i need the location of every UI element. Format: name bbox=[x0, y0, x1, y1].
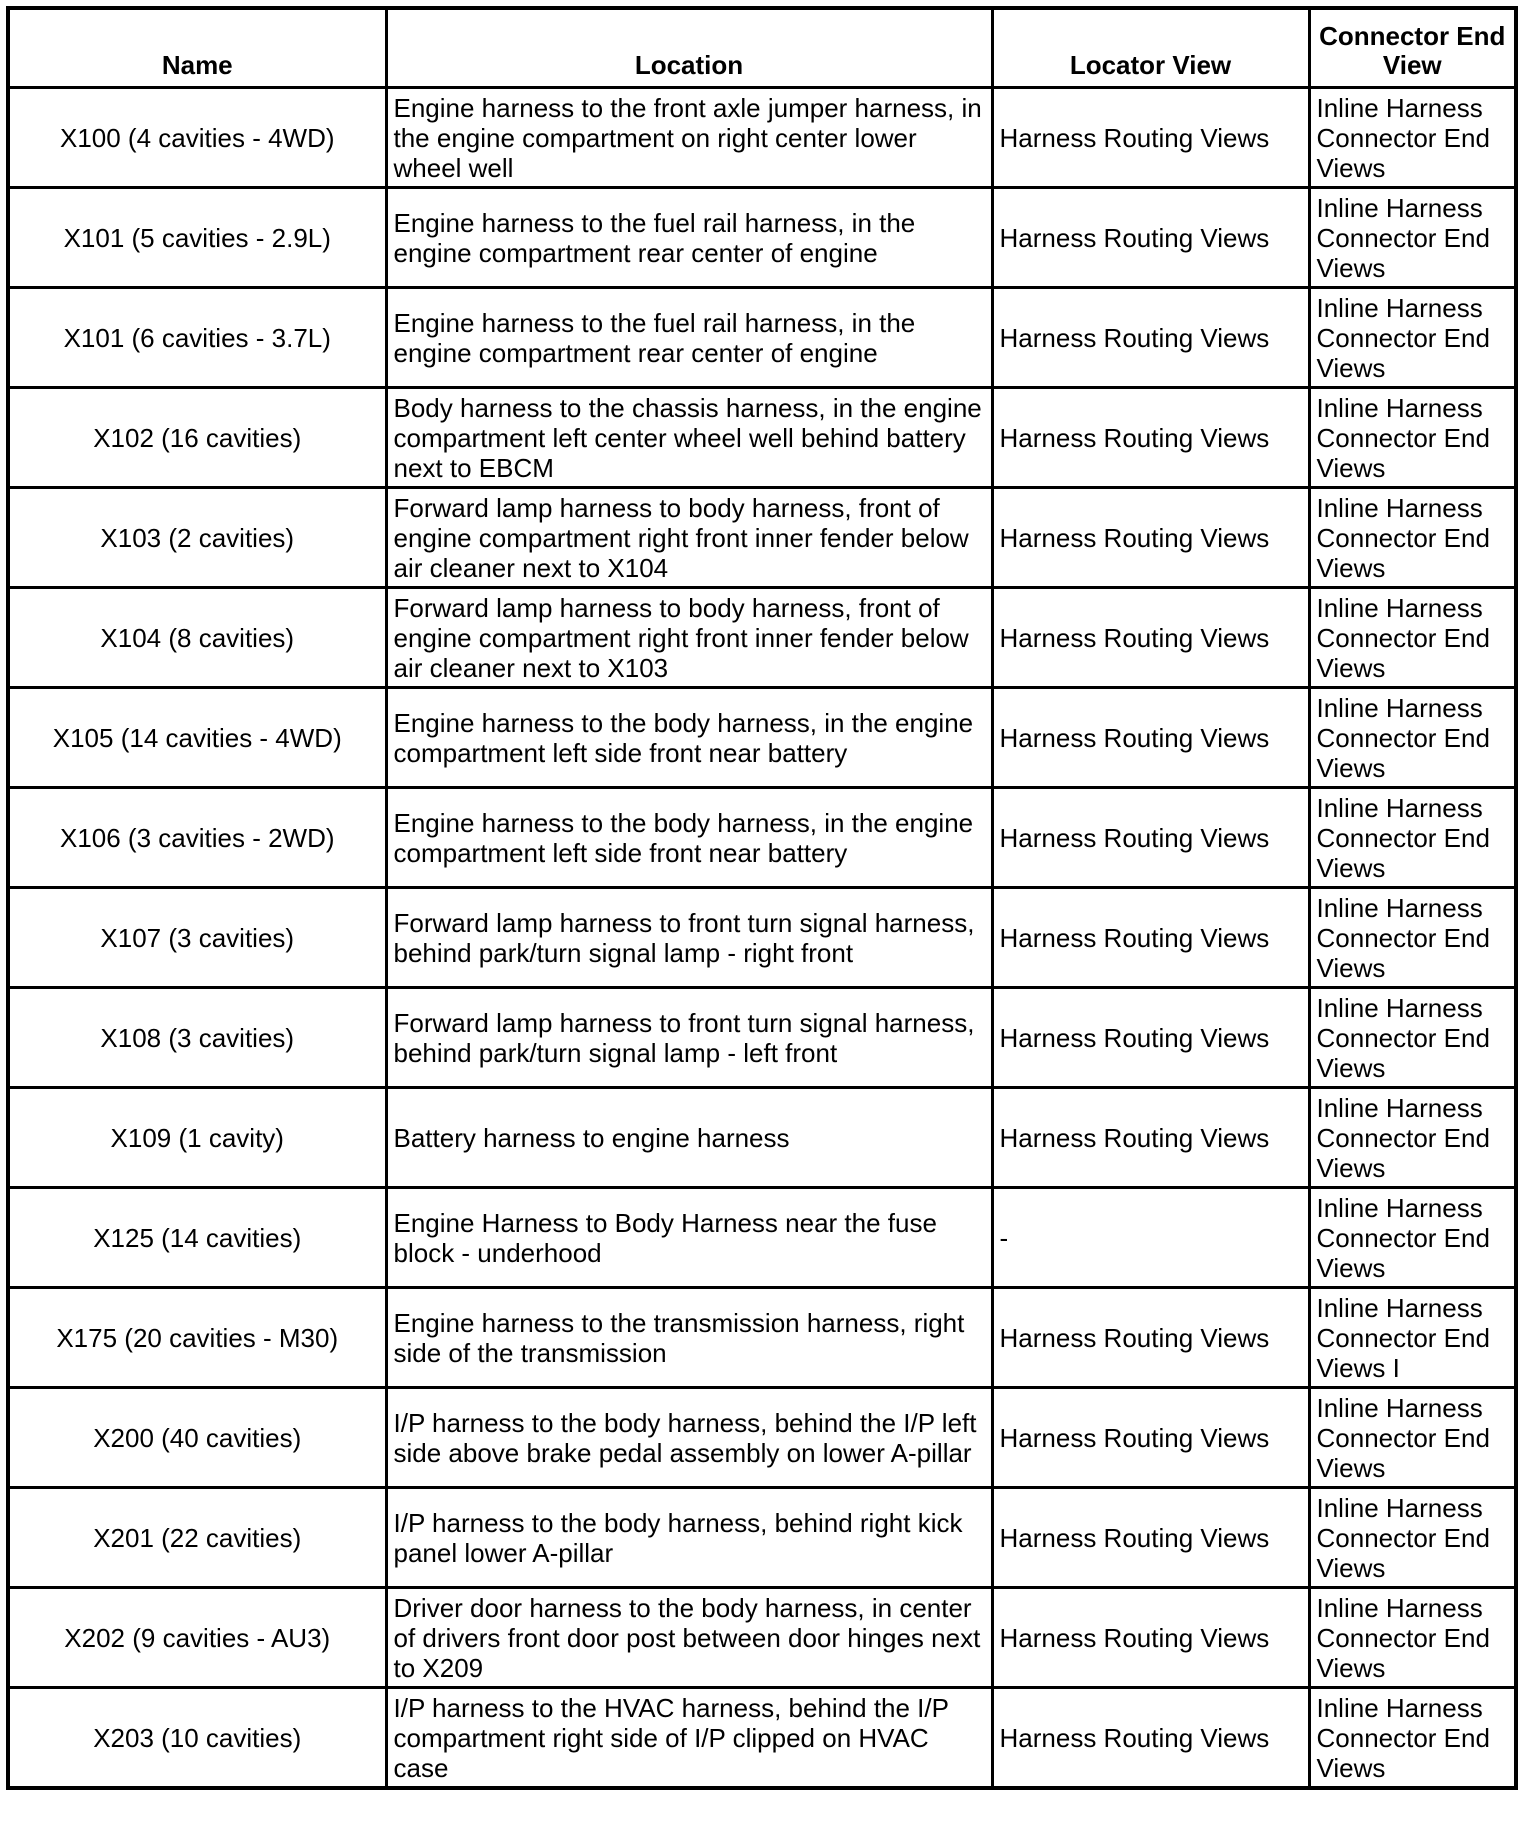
cell-location: Forward lamp harness to front turn signal harness, behind park/turn signal lamp - right front bbox=[386, 888, 992, 988]
table-row bbox=[8, 288, 1516, 388]
cell-connector-end-view: Inline Harness Connector End Views bbox=[1309, 1188, 1516, 1288]
cell-name: X200 (40 cavities) bbox=[8, 1388, 386, 1488]
cell-locator-view: Harness Routing Views bbox=[992, 688, 1309, 788]
table-row bbox=[8, 988, 1516, 1088]
header-location: Location bbox=[386, 8, 992, 88]
cell-locator-view: Harness Routing Views bbox=[992, 1688, 1309, 1789]
cell-connector-end-view: Inline Harness Connector End Views bbox=[1309, 888, 1516, 988]
cell-name: X201 (22 cavities) bbox=[8, 1488, 386, 1588]
cell-locator-view: Harness Routing Views bbox=[992, 988, 1309, 1088]
cell-name: X103 (2 cavities) bbox=[8, 488, 386, 588]
cell-location: Engine harness to the fuel rail harness, in the engine compartment rear center of engine bbox=[386, 288, 992, 388]
cell-name: X101 (5 cavities - 2.9L) bbox=[8, 188, 386, 288]
cell-location: I/P harness to the body harness, behind right kick panel lower A-pillar bbox=[386, 1488, 992, 1588]
cell-location: Forward lamp harness to body harness, front of engine compartment right front inner fender below air cleaner next to X104 bbox=[386, 488, 992, 588]
cell-connector-end-view: Inline Harness Connector End Views bbox=[1309, 1488, 1516, 1588]
table-row bbox=[8, 1488, 1516, 1588]
table-row bbox=[8, 1188, 1516, 1288]
table-row bbox=[8, 1088, 1516, 1188]
cell-locator-view: Harness Routing Views bbox=[992, 188, 1309, 288]
cell-connector-end-view: Inline Harness Connector End Views bbox=[1309, 1388, 1516, 1488]
cell-name: X101 (6 cavities - 3.7L) bbox=[8, 288, 386, 388]
cell-name: X203 (10 cavities) bbox=[8, 1688, 386, 1789]
table-row bbox=[8, 688, 1516, 788]
cell-location: Engine harness to the front axle jumper harness, in the engine compartment on right center lower wheel well bbox=[386, 88, 992, 188]
cell-name: X175 (20 cavities - M30) bbox=[8, 1288, 386, 1388]
table-row bbox=[8, 1388, 1516, 1488]
cell-locator-view: Harness Routing Views bbox=[992, 288, 1309, 388]
cell-location: I/P harness to the body harness, behind the I/P left side above brake pedal assembly on lower A-pillar bbox=[386, 1388, 992, 1488]
cell-locator-view: Harness Routing Views bbox=[992, 1288, 1309, 1388]
cell-location: Forward lamp harness to front turn signal harness, behind park/turn signal lamp - left front bbox=[386, 988, 992, 1088]
cell-name: X104 (8 cavities) bbox=[8, 588, 386, 688]
cell-connector-end-view: Inline Harness Connector End Views bbox=[1309, 388, 1516, 488]
cell-location: Engine harness to the fuel rail harness, in the engine compartment rear center of engine bbox=[386, 188, 992, 288]
connector-table bbox=[6, 6, 1518, 1790]
cell-locator-view: - bbox=[992, 1188, 1309, 1288]
table-row bbox=[8, 788, 1516, 888]
cell-connector-end-view: Inline Harness Connector End Views I bbox=[1309, 1288, 1516, 1388]
cell-connector-end-view: Inline Harness Connector End Views bbox=[1309, 88, 1516, 188]
cell-locator-view: Harness Routing Views bbox=[992, 488, 1309, 588]
cell-location: Driver door harness to the body harness, in center of drivers front door post between door hinges next to X209 bbox=[386, 1588, 992, 1688]
cell-connector-end-view: Inline Harness Connector End Views bbox=[1309, 1088, 1516, 1188]
cell-name: X102 (16 cavities) bbox=[8, 388, 386, 488]
cell-locator-view: Harness Routing Views bbox=[992, 388, 1309, 488]
table-row bbox=[8, 1288, 1516, 1388]
cell-locator-view: Harness Routing Views bbox=[992, 1088, 1309, 1188]
cell-name: X107 (3 cavities) bbox=[8, 888, 386, 988]
cell-location: Engine harness to the transmission harness, right side of the transmission bbox=[386, 1288, 992, 1388]
cell-connector-end-view: Inline Harness Connector End Views bbox=[1309, 288, 1516, 388]
cell-locator-view: Harness Routing Views bbox=[992, 1488, 1309, 1588]
cell-location: Engine harness to the body harness, in the engine compartment left side front near battery bbox=[386, 688, 992, 788]
cell-name: X106 (3 cavities - 2WD) bbox=[8, 788, 386, 888]
table-row bbox=[8, 388, 1516, 488]
cell-connector-end-view: Inline Harness Connector End Views bbox=[1309, 688, 1516, 788]
cell-locator-view: Harness Routing Views bbox=[992, 888, 1309, 988]
table-row bbox=[8, 888, 1516, 988]
header-connector-end-view: Connector End View bbox=[1309, 8, 1516, 88]
cell-connector-end-view: Inline Harness Connector End Views bbox=[1309, 588, 1516, 688]
cell-name: X202 (9 cavities - AU3) bbox=[8, 1588, 386, 1688]
cell-name: X100 (4 cavities - 4WD) bbox=[8, 88, 386, 188]
cell-name: X105 (14 cavities - 4WD) bbox=[8, 688, 386, 788]
cell-connector-end-view: Inline Harness Connector End Views bbox=[1309, 788, 1516, 888]
cell-location: I/P harness to the HVAC harness, behind the I/P compartment right side of I/P clipped on HVAC case bbox=[386, 1688, 992, 1789]
cell-name: X109 (1 cavity) bbox=[8, 1088, 386, 1188]
cell-connector-end-view: Inline Harness Connector End Views bbox=[1309, 188, 1516, 288]
table-row bbox=[8, 1588, 1516, 1688]
table-row bbox=[8, 88, 1516, 188]
table-row bbox=[8, 488, 1516, 588]
cell-location: Body harness to the chassis harness, in the engine compartment left center wheel well behind battery next to EBCM bbox=[386, 388, 992, 488]
cell-name: X125 (14 cavities) bbox=[8, 1188, 386, 1288]
table-row bbox=[8, 588, 1516, 688]
cell-connector-end-view: Inline Harness Connector End Views bbox=[1309, 1588, 1516, 1688]
cell-location: Engine Harness to Body Harness near the fuse block - underhood bbox=[386, 1188, 992, 1288]
cell-name: X108 (3 cavities) bbox=[8, 988, 386, 1088]
cell-location: Engine harness to the body harness, in the engine compartment left side front near battery bbox=[386, 788, 992, 888]
header-name: Name bbox=[8, 8, 386, 88]
cell-locator-view: Harness Routing Views bbox=[992, 88, 1309, 188]
cell-locator-view: Harness Routing Views bbox=[992, 788, 1309, 888]
header-row bbox=[8, 8, 1516, 88]
cell-locator-view: Harness Routing Views bbox=[992, 1388, 1309, 1488]
cell-connector-end-view: Inline Harness Connector End Views bbox=[1309, 988, 1516, 1088]
cell-location: Battery harness to engine harness bbox=[386, 1088, 992, 1188]
header-locator-view: Locator View bbox=[992, 8, 1309, 88]
cell-locator-view: Harness Routing Views bbox=[992, 1588, 1309, 1688]
cell-location: Forward lamp harness to body harness, front of engine compartment right front inner fender below air cleaner next to X103 bbox=[386, 588, 992, 688]
cell-connector-end-view: Inline Harness Connector End Views bbox=[1309, 1688, 1516, 1789]
table-row bbox=[8, 188, 1516, 288]
cell-locator-view: Harness Routing Views bbox=[992, 588, 1309, 688]
cell-connector-end-view: Inline Harness Connector End Views bbox=[1309, 488, 1516, 588]
table-row bbox=[8, 1688, 1516, 1789]
